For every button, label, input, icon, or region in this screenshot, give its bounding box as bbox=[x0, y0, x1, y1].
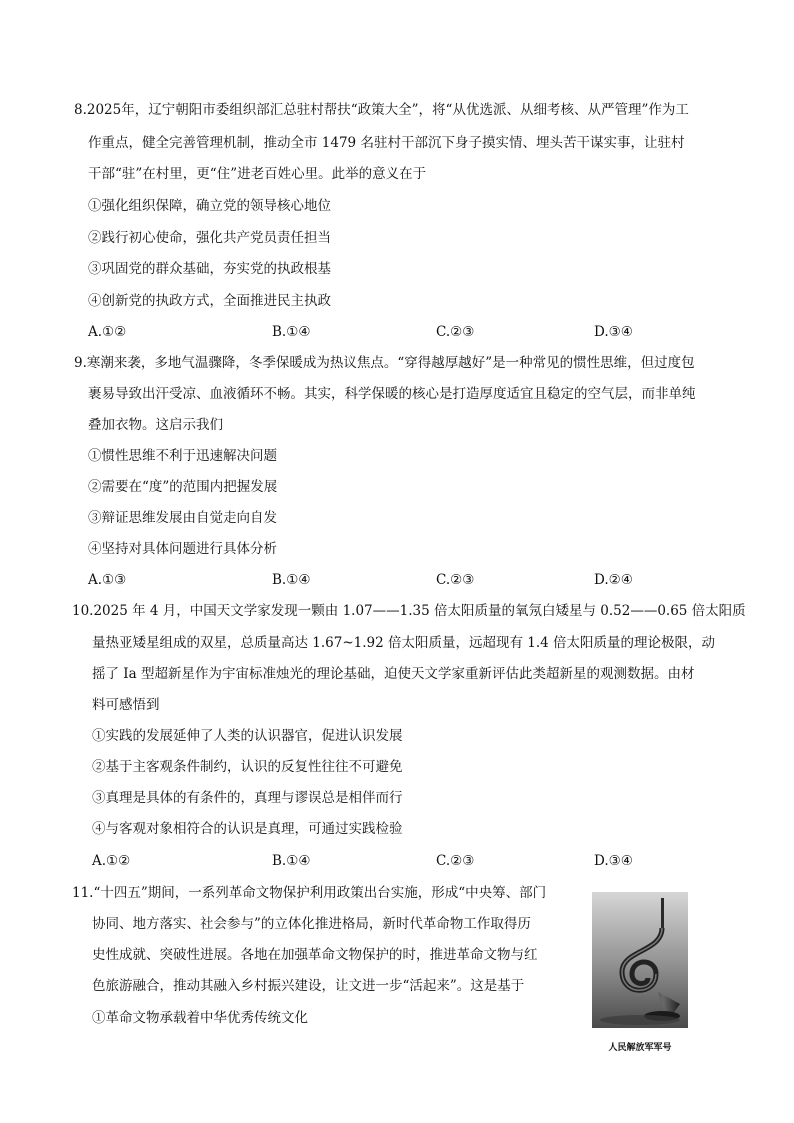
q9-stem-line-3: 叠加衣物。这启示我们 bbox=[88, 417, 223, 433]
q10-statement-3: ③真理是具体的有条件的，真理与谬误总是相伴而行 bbox=[92, 790, 403, 806]
q8-statement-4: ④创新党的执政方式，全面推进民主执政 bbox=[88, 293, 331, 309]
q10-stem-line-4: 料可感悟到 bbox=[92, 697, 160, 713]
q10-option-c: C.②③ bbox=[436, 853, 475, 869]
image-caption: 人民解放军军号 bbox=[608, 1043, 672, 1053]
q9-option-c: C.②③ bbox=[436, 572, 475, 588]
q9-statement-1: ①惯性思维不利于迅速解决问题 bbox=[88, 448, 277, 464]
q9-option-d: D.②④ bbox=[594, 572, 633, 588]
q8-option-c: C.②③ bbox=[436, 324, 475, 340]
q9-option-a: A.①③ bbox=[88, 572, 127, 588]
q9-stem-line-2: 裹易导致出汗受凉、血液循环不畅。其实，科学保暖的核心是打造厚度适宜且稳定的空气层，而非单纯 bbox=[88, 386, 696, 402]
q9-statement-4: ④坚持对具体问题进行具体分析 bbox=[88, 541, 277, 557]
q8-option-b: B.①④ bbox=[272, 324, 311, 340]
q8-stem-line-2: 作重点，健全完善管理机制，推动全市 1479 名驻村干部沉下身子摸实情、埋头苦干谋实事，让驻村 bbox=[88, 135, 685, 151]
q10-statement-4: ④与客观对象相符合的认识是真理，可通过实践检验 bbox=[92, 821, 403, 837]
q8-stem-line-3: 干部“驻”在村里，更“住”进老百姓心里。此举的意义在于 bbox=[88, 166, 427, 182]
bugle-icon bbox=[592, 892, 688, 1028]
q10-statement-2: ②基于主客观条件制约，认识的反复性往往不可避免 bbox=[92, 759, 403, 775]
q8-statement-3: ③巩固党的群众基础，夯实党的执政根基 bbox=[88, 261, 331, 277]
q9-statement-2: ②需要在“度”的范围内把握发展 bbox=[88, 479, 278, 495]
q9-statement-3: ③辩证思维发展由自觉走向自发 bbox=[88, 510, 277, 526]
q10-stem-line-2: 量热亚矮星组成的双星，总质量高达 1.67~1.92 倍太阳质量，远超现有 1.4 倍太阳质量的理论极限，动 bbox=[92, 635, 716, 651]
q11-stem-line-4: 色旅游融合，推动其融入乡村振兴建设，让文进一步“活起来”。这是基于 bbox=[92, 978, 525, 994]
q8-statement-1: ①强化组织保障，确立党的领导核心地位 bbox=[88, 198, 331, 214]
q9-stem-line-1: 9.寒潮来袭，多地气温骤降，冬季保暖成为热议焦点。“穿得越厚越好”是一种常见的惯性思维，但过度包 bbox=[74, 355, 695, 371]
q8-option-a: A.①② bbox=[88, 324, 127, 340]
q11-stem-line-2: 协同、地方落实、社会参与”的立体化推进格局，新时代革命物工作取得历 bbox=[92, 916, 531, 932]
q10-option-d: D.③④ bbox=[594, 853, 633, 869]
bugle-photo bbox=[592, 892, 688, 1028]
q9-option-b: B.①④ bbox=[272, 572, 311, 588]
q11-stem-line-1: 11.“十四五”期间，一系列革命文物保护利用政策出台实施，形成“中央筹、部门 bbox=[72, 885, 547, 901]
q10-option-b: B.①④ bbox=[272, 853, 311, 869]
q10-stem-line-1: 10.2025 年 4 月，中国天文学家发现一颗由 1.07——1.35 倍太阳质量的氧氖白矮星与 0.52——0.65 倍太阳质 bbox=[72, 603, 746, 619]
q8-option-d: D.③④ bbox=[594, 324, 633, 340]
q10-stem-line-3: 摇了 Ia 型超新星作为宇宙标准烛光的理论基础，迫使天文学家重新评估此类超新星的观测数据。由材 bbox=[92, 666, 695, 682]
q8-stem-line-1: 8.2025年，辽宁朝阳市委组织部汇总驻村帮扶“政策大全”，将“从优选派、从细考核、从严管理”作为工 bbox=[74, 102, 689, 118]
q11-statement-1: ①革命文物承载着中华优秀传统文化 bbox=[92, 1010, 308, 1026]
q10-option-a: A.①② bbox=[92, 853, 131, 869]
q11-stem-line-3: 史性成就、突破性进展。各地在加强革命文物保护的时，推进革命文物与红 bbox=[92, 947, 538, 963]
q8-statement-2: ②践行初心使命，强化共产党员责任担当 bbox=[88, 230, 331, 246]
q10-statement-1: ①实践的发展延伸了人类的认识器官，促进认识发展 bbox=[92, 728, 403, 744]
